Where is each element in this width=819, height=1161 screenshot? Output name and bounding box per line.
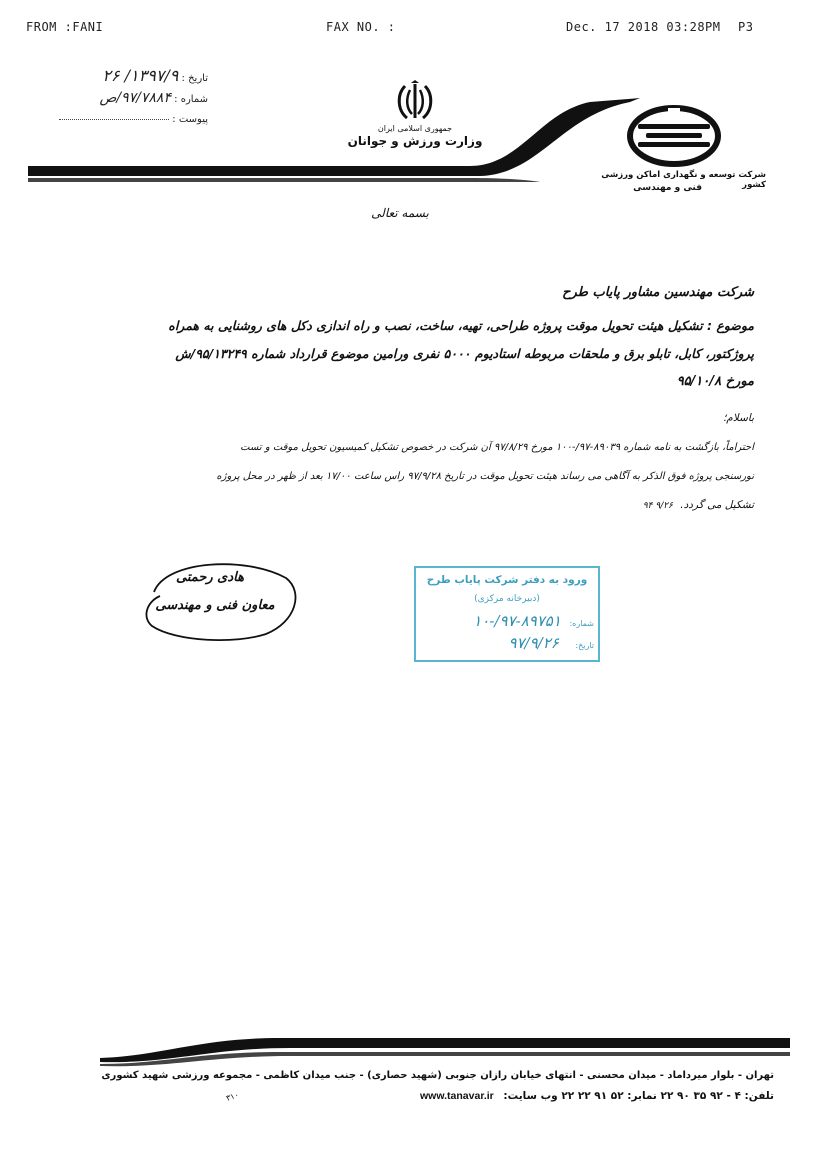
- subject-line2: پروژکتور، کابل، تابلو برق و ملحقات مربوطه استادیوم ۵۰۰۰ نفری ورامین موضوع قرارداد شماره ۹۵/۱۳۲۴۹/ش: [175, 346, 754, 361]
- date-label: تاریخ :: [181, 73, 208, 84]
- footer-phone: تلفن: ۴ - ۹۲ ۳۵ ۹۰ ۲۲ نمابر: ۵۲ ۹۱ ۲۲ ۲۲ وب سایت:: [503, 1090, 774, 1102]
- fax-page: P3: [738, 20, 754, 34]
- date-value: ۱۳۹۷/۹/ ۲۶: [102, 66, 179, 85]
- letter-body: [80, 404, 754, 521]
- stamp-title: ورود به دفتر شرکت پایاب طرح: [426, 574, 588, 586]
- footer-contact: [200, 1090, 774, 1102]
- footer-address: تهران - بلوار میرداماد - میدان محسنی - انتهای خیابان رازان جنوبی (شهید حصاری) - جنب میدان کاظمی - مجموعه ورزشی شهید کشوری: [101, 1070, 774, 1081]
- subject: [80, 312, 754, 396]
- fax-number: FAX NO. :: [326, 20, 396, 34]
- fax-from: FROM :FANI: [26, 20, 104, 34]
- registration-stamp: [414, 566, 600, 662]
- number-value: ۹۷/۷۸۸۴/ص: [99, 90, 171, 106]
- date-row: [38, 66, 208, 90]
- body-line3-row: [80, 491, 754, 521]
- body-line1: احتراماً، بازگشت به نامه شماره ۸۹۰۳۹-۹۷/-۱۰۰ مورخ ۹۷/۸/۲۹ آن شرکت در خصوص تشکیل کمیسیون تحویل موقت و تست: [240, 442, 754, 453]
- footer-band: [0, 1030, 819, 1070]
- stamp-number-row: [420, 612, 594, 630]
- ministry-republic: جمهوری اسلامی ایران: [377, 124, 453, 133]
- fax-datetime: Dec. 17 2018 03:28PM: [566, 20, 721, 34]
- footer-code: ۳۱۰: [224, 1090, 241, 1103]
- company-line1: شرکت توسعه و نگهداری اماکن ورزشی کشور: [601, 170, 766, 190]
- header-band: [0, 92, 819, 192]
- stamp-subtitle: (دبیرخانه مرکزی): [474, 594, 540, 604]
- signatory-name: هادی رحمتی: [176, 570, 244, 585]
- stamp-date-value: ۹۷/۹/۲۶: [508, 634, 559, 652]
- footer-website[interactable]: www.tanavar.ir: [420, 1090, 494, 1102]
- stamp-number-value: ۸۹۷۵۱-۹۷/-۱۰: [473, 612, 561, 630]
- subject-line1: موضوع : تشکیل هیئت تحویل موقت پروژه طراحی، تهیه، ساخت، نصب و راه اندازی دکل های روشنایی به همراه: [168, 318, 754, 333]
- heading: بسمه تعالی: [371, 206, 429, 220]
- ministry-name: وزارت ورزش و جوانان: [347, 134, 483, 148]
- body-note: ۹/۲۶ ۹۴: [642, 501, 673, 511]
- company-line2: فنی و مهندسی: [633, 183, 702, 193]
- recipient: شرکت مهندسین مشاور پایاب طرح: [562, 285, 754, 300]
- stamp-date-label: تاریخ:: [575, 641, 594, 650]
- body-line2: نورسنجی پروژه فوق الذکر به آگاهی می رساند هیئت تحویل موقت در تاریخ ۹۷/۹/۲۸ راس ساعت ۱۷/۰۰ بعد از ظهر در محل پروژه: [216, 471, 754, 482]
- stamp-number-label: شماره:: [569, 619, 594, 628]
- attachment-label: پیوست :: [172, 114, 208, 125]
- stamp-date-row: [420, 634, 594, 652]
- subject-line3: مورخ ۹۵/۱۰/۸: [676, 374, 754, 389]
- greeting: باسلام؛: [722, 412, 754, 424]
- number-label: شماره :: [174, 94, 208, 105]
- signatory-title: معاون فنی و مهندسی: [155, 598, 275, 613]
- body-line3: تشکیل می گردد.: [680, 499, 754, 511]
